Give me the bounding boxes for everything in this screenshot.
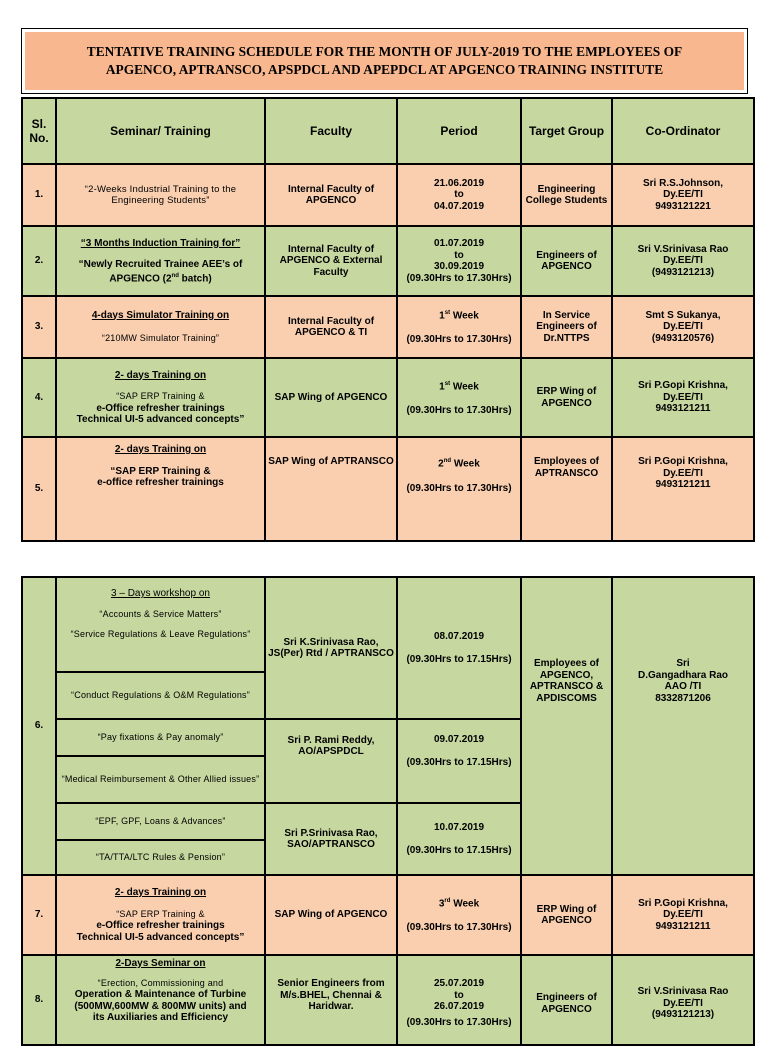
faculty-cell: SAP Wing of APTRANSCO bbox=[265, 437, 397, 541]
topic-cell: “Conduct Regulations & O&M Regulations” bbox=[56, 672, 265, 719]
target-cell: Engineering College Students bbox=[521, 164, 612, 226]
faculty-cell: Internal Faculty of APGENCO & TI bbox=[265, 296, 397, 358]
period-week bbox=[400, 379, 518, 393]
seminar-line: e-office refresher trainings bbox=[97, 477, 224, 488]
target-cell: In Service Engineers of Dr.NTTPS bbox=[521, 296, 612, 358]
seminar-heading: 2- days Training on bbox=[114, 887, 207, 898]
topic-cell: “EPF, GPF, Loans & Advances” bbox=[56, 803, 265, 840]
sl-no: 6. bbox=[22, 577, 56, 875]
title-line-2: APGENCO, APTRANSCO, APSPDCL AND APEPDCL AT APGENCO TRAINING INSTITUTE bbox=[105, 62, 664, 77]
faculty-cell: Sri P. Rami Reddy, AO/APSPDCL bbox=[265, 719, 397, 803]
superscript: rd bbox=[444, 898, 451, 905]
coordinator-phone: (9493121213) bbox=[651, 1009, 715, 1020]
coordinator-name: D.Gangadhara Rao bbox=[637, 669, 729, 681]
coordinator-designation: Dy.EE/TI bbox=[663, 189, 703, 201]
period-line: (09.30Hrs to 17.30Hrs) bbox=[406, 1016, 512, 1028]
seminar-cell bbox=[56, 955, 265, 1045]
seminar-heading: 2-Days Seminar on bbox=[115, 958, 206, 969]
faculty-cell: SAP Wing of APGENCO bbox=[265, 358, 397, 437]
period-date: 08.07.2019 bbox=[433, 630, 485, 642]
superscript: nd bbox=[443, 458, 452, 464]
period-word: Week bbox=[453, 898, 480, 910]
period-line: (09.30Hrs to 17.30Hrs) bbox=[406, 272, 512, 284]
period-cell bbox=[397, 719, 521, 803]
period-time: (09.30Hrs to 17.15Hrs) bbox=[406, 757, 512, 768]
coordinator-cell bbox=[612, 296, 754, 358]
coordinator-name: Smt S Sukanya, bbox=[645, 309, 721, 321]
seminar-heading: “3 Months Induction Training for” bbox=[80, 237, 241, 249]
seminar-line: “2-Weeks Industrial Training to the bbox=[84, 183, 237, 195]
table-row bbox=[22, 577, 754, 672]
schedule-table-2 bbox=[21, 576, 755, 1046]
sl-no: 7. bbox=[22, 875, 56, 955]
period-cell bbox=[397, 875, 521, 955]
period-time: (09.30Hrs to 17.15Hrs) bbox=[406, 845, 512, 856]
table-row bbox=[22, 437, 754, 541]
topic-line: “Accounts & Service Matters” bbox=[99, 608, 222, 619]
period-word: Week bbox=[452, 381, 479, 393]
period-week bbox=[400, 896, 518, 910]
seminar-line: “SAP ERP Training & bbox=[110, 465, 211, 477]
period-date: 10.07.2019 bbox=[433, 821, 485, 833]
header-row bbox=[22, 98, 754, 164]
topic-cell: “Pay fixations & Pay anomaly” bbox=[56, 719, 265, 756]
coordinator-designation: Dy.EE/TI bbox=[663, 255, 703, 267]
table-row bbox=[22, 226, 754, 296]
header-target: Target Group bbox=[521, 98, 612, 164]
header-coordinator: Co-Ordinator bbox=[612, 98, 754, 164]
header-seminar: Seminar/ Training bbox=[56, 98, 265, 164]
seminar-heading: 2- days Training on bbox=[114, 369, 207, 381]
period-line: 30.09.2019 bbox=[433, 261, 485, 272]
seminar-line: “SAP ERP Training & bbox=[116, 391, 205, 401]
target-cell: ERP Wing of APGENCO bbox=[521, 358, 612, 437]
target-cell: Engineers of APGENCO bbox=[521, 226, 612, 296]
coordinator-name: Sri P.Gopi Krishna, bbox=[638, 380, 728, 392]
schedule-table-1 bbox=[21, 97, 755, 542]
seminar-heading: 3 – Days workshop on bbox=[111, 588, 210, 599]
seminar-cell bbox=[56, 164, 265, 226]
coordinator-name: Sri P.Gopi Krishna, bbox=[638, 897, 728, 909]
target-cell: Employees of APTRANSCO bbox=[521, 437, 612, 541]
header-period: Period bbox=[397, 98, 521, 164]
period-date: 09.07.2019 bbox=[433, 733, 485, 745]
period-word: Week bbox=[452, 310, 479, 322]
superscript: st bbox=[444, 380, 451, 387]
seminar-line: “SAP ERP Training & bbox=[116, 908, 205, 919]
seminar-cell bbox=[56, 358, 265, 437]
period-number: 1 bbox=[439, 381, 445, 393]
coordinator-cell bbox=[612, 226, 754, 296]
coordinator-cell bbox=[612, 164, 754, 226]
period-time: (09.30Hrs to 17.30Hrs) bbox=[406, 922, 512, 934]
coordinator-phone: 9493121211 bbox=[655, 920, 711, 932]
seminar-line: Technical UI-5 advanced concepts” bbox=[76, 414, 245, 425]
period-number: 2 bbox=[438, 458, 444, 470]
table-row bbox=[22, 955, 754, 1045]
seminar-line: “210MW Simulator Training” bbox=[101, 333, 220, 343]
seminar-cell bbox=[56, 875, 265, 955]
period-line: 21.06.2019 bbox=[433, 177, 485, 189]
coordinator-phone: (9493120576) bbox=[651, 332, 715, 344]
period-word: Week bbox=[453, 458, 480, 470]
coordinator-name: Sri R.S.Johnson, bbox=[642, 177, 723, 189]
faculty-cell: Senior Engineers from M/s.BHEL, Chennai & Haridwar. bbox=[265, 955, 397, 1045]
seminar-cell bbox=[56, 437, 265, 541]
coordinator-designation: Dy.EE/TI bbox=[663, 321, 703, 333]
period-line: 26.07.2019 bbox=[433, 1001, 485, 1012]
period-cell bbox=[397, 955, 521, 1045]
table-row bbox=[22, 164, 754, 226]
coordinator-cell bbox=[612, 358, 754, 437]
period-time: (09.30Hrs to 17.30Hrs) bbox=[406, 482, 512, 494]
coordinator-name: Sri V.Srinivasa Rao bbox=[637, 243, 729, 255]
coordinator-prefix: Sri bbox=[676, 658, 690, 669]
seminar-heading: 2- days Training on bbox=[114, 444, 207, 455]
seminar-line: Operation & Maintenance of Turbine bbox=[74, 989, 247, 1000]
coordinator-name: Sri V.Srinivasa Rao bbox=[637, 986, 729, 997]
coordinator-phone: (9493121213) bbox=[651, 266, 715, 278]
target-cell: ERP Wing of APGENCO bbox=[521, 875, 612, 955]
period-time: (09.30Hrs to 17.15Hrs) bbox=[406, 654, 512, 665]
seminar-cell bbox=[56, 577, 265, 672]
sl-no: 5. bbox=[22, 437, 56, 541]
sl-no: 8. bbox=[22, 955, 56, 1045]
title-line-1: TENTATIVE TRAINING SCHEDULE FOR THE MONTH OF JULY-2019 TO THE EMPLOYEES OF bbox=[86, 44, 683, 59]
faculty-cell: Sri K.Srinivasa Rao, JS(Per) Rtd / APTRANSCO bbox=[265, 577, 397, 719]
superscript: nd bbox=[171, 272, 179, 279]
sl-no: 3. bbox=[22, 296, 56, 358]
coordinator-phone: 9493121221 bbox=[655, 200, 711, 212]
coordinator-cell bbox=[612, 437, 754, 541]
coordinator-name: Sri P.Gopi Krishna, bbox=[638, 456, 728, 467]
seminar-line: e-Office refresher trainings bbox=[96, 402, 225, 414]
superscript: st bbox=[444, 310, 451, 317]
period-line: 25.07.2019 bbox=[433, 978, 485, 989]
coordinator-phone: 9493121211 bbox=[655, 479, 711, 490]
faculty-cell: SAP Wing of APGENCO bbox=[265, 875, 397, 955]
coordinator-designation: Dy.EE/TI bbox=[663, 997, 703, 1009]
table-row bbox=[22, 875, 754, 955]
table-row bbox=[22, 358, 754, 437]
seminar-cell bbox=[56, 226, 265, 296]
topic-cell: “Medical Reimbursement & Other Allied issues” bbox=[56, 756, 265, 803]
topic-line: “Service Regulations & Leave Regulations” bbox=[70, 629, 251, 639]
header-sl: Sl. No. bbox=[22, 98, 56, 164]
seminar-line: e-Office refresher trainings bbox=[96, 920, 225, 931]
seminar-text: batch) bbox=[181, 272, 212, 284]
seminar-heading: 4-days Simulator Training on bbox=[91, 309, 230, 321]
faculty-cell: Internal Faculty of APGENCO & External Faculty bbox=[265, 226, 397, 296]
seminar-line: “Newly Recruited Trainee AEE’s of bbox=[78, 259, 243, 271]
seminar-line: “Erection, Commissioning and bbox=[97, 977, 224, 988]
faculty-cell: Internal Faculty of APGENCO bbox=[265, 164, 397, 226]
seminar-line: Engineering Students” bbox=[111, 195, 210, 206]
coordinator-designation: Dy.EE/TI bbox=[663, 391, 703, 403]
title-banner bbox=[25, 32, 744, 90]
seminar-line: (500MW,600MW & 800MW units) and bbox=[74, 1000, 247, 1012]
period-cell bbox=[397, 803, 521, 875]
period-cell bbox=[397, 164, 521, 226]
target-cell: Employees of APGENCO, APTRANSCO & APDISCOMS bbox=[521, 577, 612, 875]
coordinator-designation: Dy.EE/TI bbox=[663, 909, 703, 921]
seminar-cell bbox=[56, 296, 265, 358]
coordinator-cell bbox=[612, 955, 754, 1045]
table-row bbox=[22, 296, 754, 358]
period-number: 3 bbox=[438, 898, 445, 910]
period-cell bbox=[397, 226, 521, 296]
period-number: 1 bbox=[439, 310, 445, 322]
sl-no: 2. bbox=[22, 226, 56, 296]
period-week bbox=[400, 308, 518, 322]
period-line: to bbox=[454, 249, 464, 261]
period-time: (09.30Hrs to 17.30Hrs) bbox=[406, 334, 512, 346]
target-cell: Engineers of APGENCO bbox=[521, 955, 612, 1045]
period-cell bbox=[397, 358, 521, 437]
coordinator-phone: 8332871206 bbox=[655, 692, 711, 704]
period-cell bbox=[397, 437, 521, 541]
sl-no: 4. bbox=[22, 358, 56, 437]
period-line: 04.07.2019 bbox=[433, 200, 485, 212]
period-line: to bbox=[454, 989, 464, 1001]
period-time: (09.30Hrs to 17.30Hrs) bbox=[406, 404, 512, 416]
topic-cell: “TA/TTA/LTC Rules & Pension” bbox=[56, 840, 265, 875]
title-box bbox=[21, 28, 748, 94]
coordinator-cell bbox=[612, 875, 754, 955]
period-line: to bbox=[454, 189, 464, 201]
coordinator-designation: Dy.EE/TI bbox=[663, 467, 703, 479]
seminar-line: Technical UI-5 advanced concepts” bbox=[76, 931, 245, 943]
coordinator-cell bbox=[612, 577, 754, 875]
header-faculty: Faculty bbox=[265, 98, 397, 164]
seminar-line bbox=[59, 271, 262, 285]
seminar-text: APGENCO (2 bbox=[109, 272, 172, 284]
sl-no: 1. bbox=[22, 164, 56, 226]
coordinator-designation: AAO /TI bbox=[664, 681, 702, 692]
seminar-line: its Auxiliaries and Efficiency bbox=[92, 1012, 229, 1023]
period-line: 01.07.2019 bbox=[433, 238, 485, 249]
period-cell bbox=[397, 577, 521, 719]
faculty-cell: Sri P.Srinivasa Rao, SAO/APTRANSCO bbox=[265, 803, 397, 875]
period-cell bbox=[397, 296, 521, 358]
coordinator-phone: 9493121211 bbox=[655, 403, 711, 415]
period-week bbox=[400, 456, 518, 470]
